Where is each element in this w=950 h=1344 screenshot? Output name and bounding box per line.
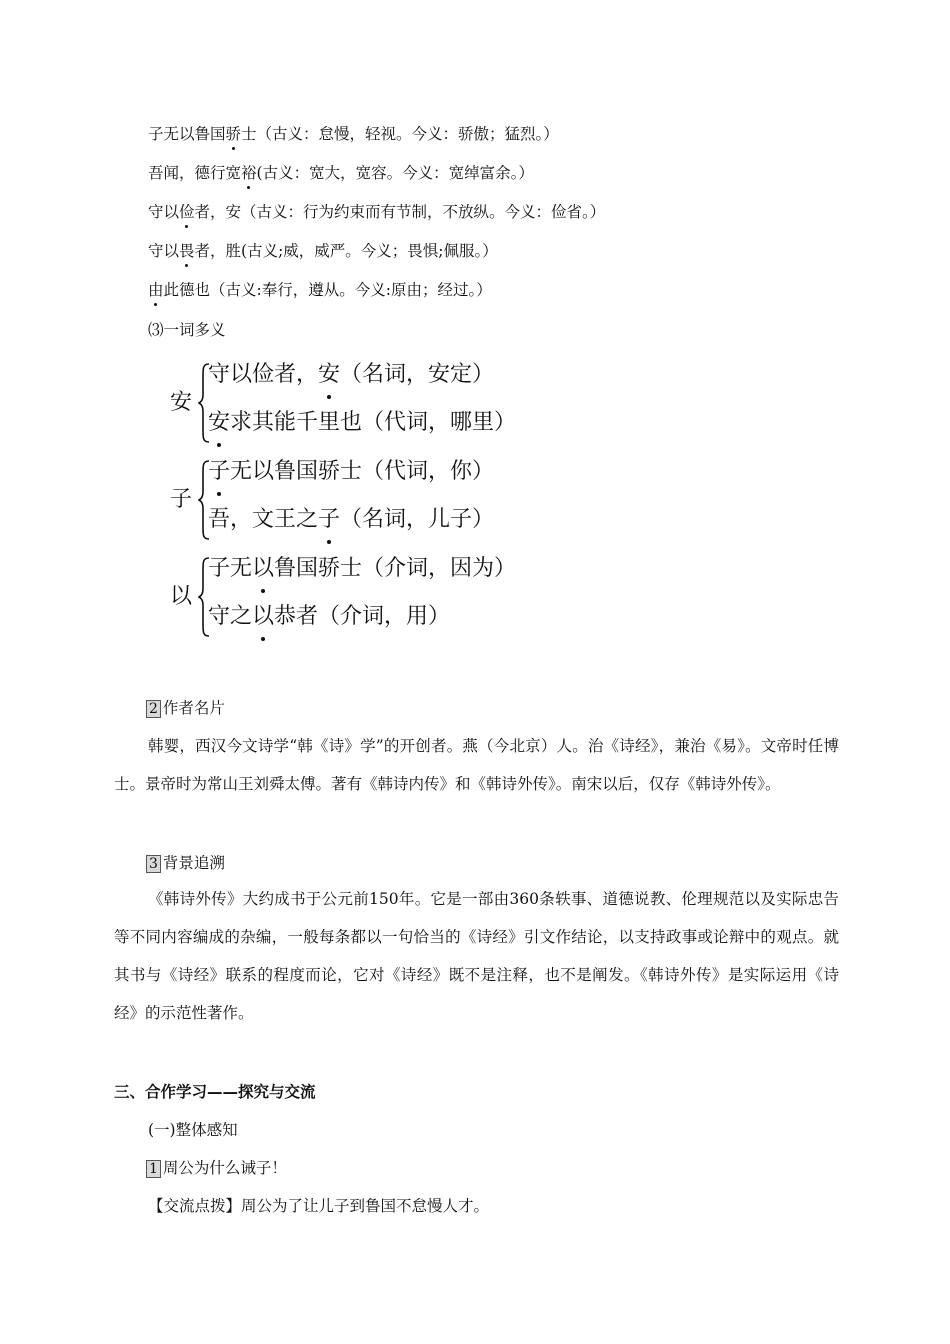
gujin-line-3 <box>148 202 605 222</box>
question-text: 周公为什么诫子！ <box>162 1159 287 1177</box>
polysemy-group-yi <box>170 554 590 648</box>
emphasis-dot-char: 由 <box>148 281 164 299</box>
gujin-line-pre: 子无以鲁国 <box>148 125 226 143</box>
example-pre: 子无 <box>208 556 253 581</box>
section-3-title: 三、合作学习——探究与交流 <box>114 1083 316 1101</box>
author-heading <box>146 698 225 718</box>
author-text: 韩婴，西汉今文诗学“韩《诗》学”的开创者。燕（今北京）人。治《诗经》，兼治《易》。文帝时任博士。景帝时为常山王刘舜太傅。著有《韩诗内传》和《韩诗外传》。南宋以后，仅存《韩诗外传》。 <box>114 737 839 793</box>
polysemy-example <box>208 554 516 584</box>
section-number-box: 3 <box>146 855 161 873</box>
gujin-line-pre: 守以 <box>148 242 180 260</box>
polysemy-group-an <box>170 360 590 454</box>
gujin-line-post: 士（古义：怠慢，轻视。今义：骄傲；猛烈。） <box>241 125 559 143</box>
example-post: 恭者（介词，用） <box>274 604 451 629</box>
gujin-line-post: 者，胜(古义;威，威严。今义；畏惧;佩服。） <box>194 242 498 260</box>
emphasis-dot-char: 以 <box>252 554 274 584</box>
example-pre: 吾，文王之 <box>208 507 319 532</box>
gujin-line-5 <box>148 280 492 300</box>
example-post: 无以鲁国骄士（代词，你） <box>230 459 495 484</box>
gujin-line-4 <box>148 241 498 261</box>
emphasis-dot-char: 骄 <box>225 125 242 143</box>
emphasis-dot-char: 子 <box>318 505 340 535</box>
section-3-subtitle: (一)整体感知 <box>148 1121 238 1139</box>
answer-line: 【交流点拨】周公为了让儿子到鲁国不怠慢人才。 <box>148 1197 490 1215</box>
author-title: 作者名片 <box>162 699 225 717</box>
question-number-box: 1 <box>146 1160 161 1178</box>
question-line <box>146 1158 287 1178</box>
emphasis-dot-char: 俭 <box>179 203 195 221</box>
gujin-line-post: (古义：宽大，宽容。今义：宽绰富余。） <box>256 164 534 182</box>
gujin-line-post: 者，安（古义：行为约束而有节制，不放纵。今义：俭省。） <box>194 203 606 221</box>
polysemy-example <box>208 602 450 632</box>
section-number-box: 2 <box>146 700 161 718</box>
emphasis-dot-char: 安 <box>318 360 340 390</box>
polysemy-word: 子 <box>170 487 193 512</box>
polysemy-word: 以 <box>170 584 193 609</box>
emphasis-dot-char: 裕 <box>241 164 257 182</box>
polysemy-example <box>208 457 494 487</box>
emphasis-dot-char: 畏 <box>179 242 195 260</box>
gujin-line-2 <box>148 163 534 183</box>
background-text: 《韩诗外传》大约成书于公元前150年。它是一部由360条轶事、道德说教、伦理规范以及实际忠告等不同内容编成的杂编，一般每条都以一句恰当的《诗经》引文作结论，以支持政事或论辩中的观点。就其书与《诗经》联系的程度而论，它对《诗经》既不是注释，也不是阐发。《韩诗外传》是实际运用《诗经》的示范性著作。 <box>114 890 839 1022</box>
polysemy-example <box>208 505 494 535</box>
example-post: （名词，安定） <box>340 362 495 387</box>
background-heading <box>146 853 225 873</box>
polysemy-example <box>208 360 494 390</box>
polysemy-group-zi <box>170 457 590 551</box>
example-post: 求其能千里也（代词，哪里） <box>230 410 517 435</box>
polysemy-heading: ⑶一词多义 <box>148 321 226 339</box>
example-post: （名词，儿子） <box>340 507 495 532</box>
background-title: 背景追溯 <box>162 854 225 872</box>
gujin-line-pre: 吾闻，德行宽 <box>148 164 242 182</box>
example-pre: 守以俭者， <box>208 362 319 387</box>
gujin-line-1 <box>148 124 559 144</box>
polysemy-word: 安 <box>170 390 193 415</box>
emphasis-dot-char: 子 <box>208 457 230 487</box>
emphasis-dot-char: 安 <box>208 408 230 438</box>
gujin-line-pre: 守以 <box>148 203 180 221</box>
example-post: 鲁国骄士（介词，因为） <box>274 556 517 581</box>
emphasis-dot-char: 以 <box>252 602 274 632</box>
gujin-line-post: 此德也（古义:奉行，遵从。今义:原由；经过。） <box>163 281 492 299</box>
polysemy-example <box>208 408 516 438</box>
example-pre: 守之 <box>208 604 253 629</box>
